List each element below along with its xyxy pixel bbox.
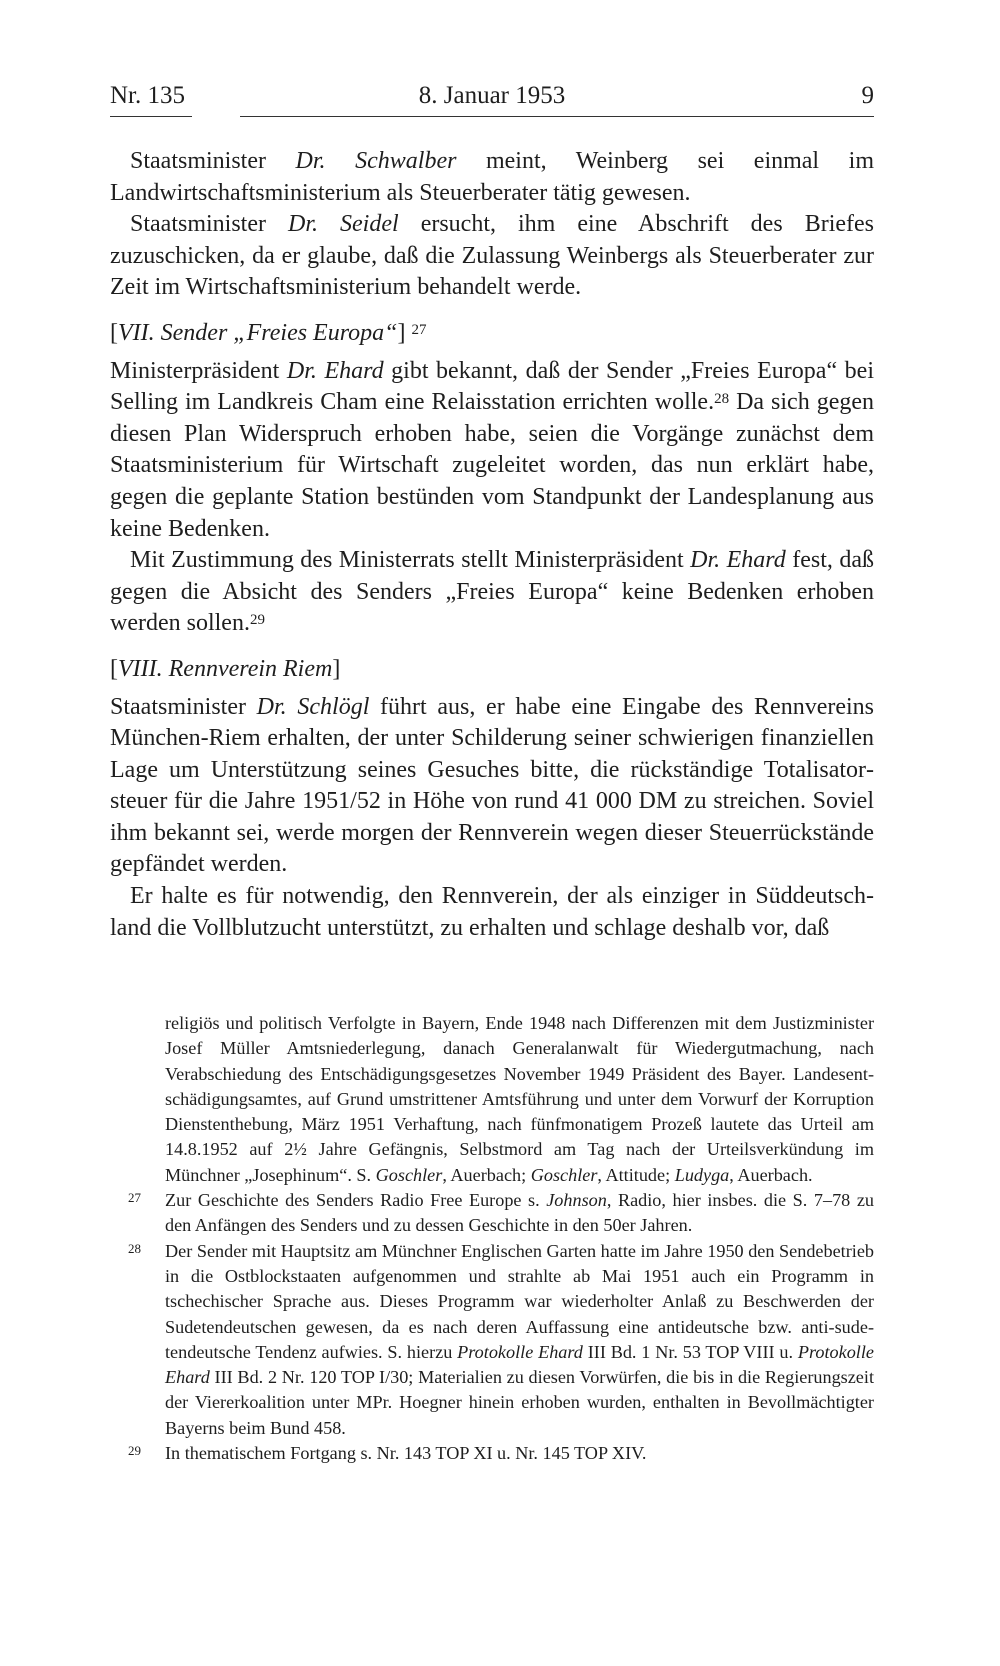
person-name: Dr. Schwalber <box>295 148 457 174</box>
paragraph-ehard-announcement: Ministerpräsident Dr. Ehard gibt bekannt, daß der Sender „Freies Europa“ bei Selling im Landkreis Cham eine Relaisstation errichten wolle.$^{28}$ Da sich gegen diesen Plan Widerspruch erhoben habe, seien die Vorgänge zunächst dem Staatsministerium für Wirtschaft zugeleitet worden, das nun erklärt habe, gegen die geplante Station bestünden vom Standpunkt der Landesplanung aus keine Bedenken. <box>110 357 875 542</box>
paragraph-schloegl: Staatsminister Dr. Schlögl führt aus, er habe eine Eingabe des Rennvereins München-Riem erhalten, der unter Schilderung seiner schwierigen finanziellen Lage um Unterstützung seines Gesuches bitte, die rückständige Totalisatorsteuer für die Jahre 1951/52 in Höhe von rund 41 000 DM zu streichen. Soviel ihm bekannt sei, werde morgen der Rennverein wegen dieser Steuerrückstände gepfändet werden. <box>110 693 875 878</box>
footnote-ref: 28 <box>714 391 730 408</box>
document-number: Nr. 135 <box>110 82 185 109</box>
person-name: Dr. Ehard <box>286 357 384 384</box>
footnote-27: 27 Zur Geschichte des Senders Radio Free Europe s. Johnson, Radio, hier insbes. die S. 7–78 zu den Anfängen des Senders und zu dessen Geschichte in den 50er Jahren. <box>128 1190 874 1236</box>
page-number: 9 <box>861 82 874 109</box>
paragraph-ehard-decision: Mit Zustimmung des Ministerrats stellt Ministerpräsident Dr. Ehard fest, daß gegen die Absicht des Senders „Freies Europa“ keine Bedenken erhoben werden sollen.$^{29}$ <box>110 547 875 637</box>
section-heading-viii: [VIII. Rennverein Riem] <box>110 655 341 682</box>
header-rule-right <box>240 116 874 117</box>
person-name: Dr. Seidel <box>288 211 399 238</box>
person-name: Dr. Ehard <box>690 547 786 574</box>
footnote-continuation: religiös und politisch Verfolgte in Bayern, Ende 1948 nach Differenzen mit dem Justizminister Josef Müller Amtsniederlegung, danach Generalanwalt für Wiedergutmachung, nach Verabschiedung des Entschädigungsgesetzes November 1949 Präsident des Bayer. Landesentschädigungsamtes, auf Grund umstrittener Amtsführung und unter dem Vorwurf der Korruption Dienstenthebung, März 1951 Verhaftung, nach fünfmonatigem Prozeß lautete das Urteil am 14.8.1952 auf 2½ Jahre Gefängnis, Selbstmord am Tag nach der Urteilsverkündung im Münchner „Josephinum“. S. Goschler, Auerbach; Goschler, Attitude; Ludyga, Auerbach. <box>165 1013 874 1185</box>
paragraph-schwalber: Staatsminister Dr. Schwalber meint, Weinberg sei einmal im Landwirtschaftsministerium als Steuerberater tätig gewesen. <box>110 148 874 206</box>
main-text <box>110 146 874 944</box>
section-heading-vii: [VII. Sender „Freies Europa“] $^{27}$ <box>110 319 427 346</box>
footnote-29: 29 In thematischem Fortgang s. Nr. 143 TOP XI u. Nr. 145 TOP XIV. <box>128 1443 647 1464</box>
footnote-number: 29 <box>128 1443 141 1459</box>
header-rule-left <box>110 116 192 117</box>
footnote-ref: 27 <box>411 321 427 338</box>
person-name: Dr. Schlögl <box>256 693 370 720</box>
running-header <box>110 82 874 116</box>
paragraph-seidel: Staatsminister Dr. Seidel ersucht, ihm eine Abschrift des Briefes zuzuschicken, da er glaube, daß die Zulassung Weinbergs als Steuerberater zur Zeit im Wirtschaftsministerium behandelt werde. <box>110 211 874 301</box>
footnote-ref: 29 <box>249 612 265 629</box>
footnotes <box>110 1011 874 1466</box>
footnote-number: 28 <box>128 1240 141 1256</box>
footnote-28: 28 Der Sender mit Hauptsitz am Münchner Englischen Garten hatte im Jahre 1950 den Sendebetrieb in die Ostblockstaaten aufgenommen und strahlte ab Mai 1951 auch ein Programm in tschechischer Sprache aus. Dieses Programm war wiederholter Anlaß zu Beschwerden der Sudetendeutschen gewesen, da es nach deren Auffassung eine antideutsche bzw. anti-sudetendeutsche Tendenz aufwies. S. hierzu Protokolle Ehard III Bd. 1 Nr. 53 TOP VIII u. Protokolle Ehard III Bd. 2 Nr. 120 TOP I/30; Materialien zu diesen Vorwürfen, die bis in die Regierungszeit der Viererkoalition unter MPr. Hoegner hinein erhoben wurden, enthalten in Bevollmächtigter Bayerns beim Bund 458. <box>128 1240 874 1438</box>
paragraph-rennverein: Er halte es für notwendig, den Rennverein, der als einziger in Süddeutschland die Vollblutzucht unterstützt, zu erhalten und schlage deshalb vor, daß <box>110 883 874 941</box>
document-date: 8. Januar 1953 <box>418 82 566 109</box>
footnote-number: 27 <box>128 1190 141 1206</box>
